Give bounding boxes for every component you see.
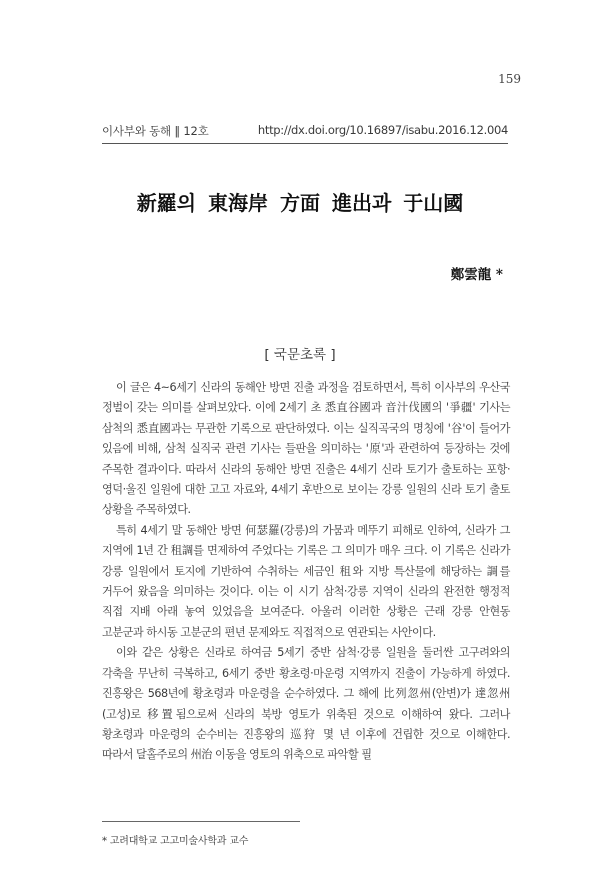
abstract-paragraph-3: 이와 같은 상황은 신라로 하여금 5세기 중반 삼척·강릉 일원을 둘러싼 고구려와의 각축을 무난히 극복하고, 6세기 중반 황초령·마운령 지역까지 진출이 가능하게 하였다. 진흥왕은 568년에 황초령과 마운령을 순수하였다. 그 해에 比列忽州(안변)가 達忽州(고성)로 移置됨으로써 신라의 북방 영토가 위축된 것으로 이해하여 왔다. 그러나 황초령과 마운령의 순수비는 진흥왕의 巡狩 몇 년 이후에 건립한 것으로 이해한다. 따라서 달홀주로의 州治 이동을 영토의 위축으로 파악할 필 bbox=[102, 646, 510, 762]
abstract-paragraph-1: 이 글은 4~6세기 신라의 동해안 방면 진출 과정을 검토하면서, 특히 이사부의 우산국 정벌이 갖는 의미를 살펴보았다. 이에 2세기 초 悉直谷國과 音汁伐國의 '爭疆' 기사는 삼척의 悉直國과는 무관한 기록으로 판단하였다. 이는 실직곡국의 명칭에 '谷'이 들어가 있음에 비해, 삼척 실직국 관련 기사는 들판을 의미하는 '原'과 관련하여 등장하는 것에 주목한 결과이다. 따라서 신라의 동해안 방면 진출은 4세기 신라 토기가 출토하는 포항·영덕·울진 일원에 대한 고고 자료와, 4세기 후반으로 보이는 강릉 일원의 신라 토기 출토 상황을 주목하였다. bbox=[102, 381, 510, 517]
page-number: 159 bbox=[498, 72, 521, 86]
author-name: 鄭雲龍 * bbox=[450, 267, 503, 283]
doi-link[interactable]: http://dx.doi.org/10.16897/isabu.2016.12.004 bbox=[257, 123, 508, 137]
article-title: 新羅의 東海岸 方面 進出과 于山國 bbox=[136, 191, 464, 215]
abstract-heading: [ 국문초록 ] bbox=[264, 347, 336, 363]
author-affiliation-footnote: * 고려대학교 고고미술사학과 교수 bbox=[102, 836, 249, 847]
running-header bbox=[102, 123, 508, 144]
abstract-body bbox=[102, 378, 510, 766]
journal-issue: 이사부와 동해 ‖ 12호 bbox=[102, 124, 209, 138]
abstract-paragraph-2: 특히 4세기 말 동해안 방면 何瑟羅(강릉)의 가뭄과 메뚜기 피해로 인하여, 신라가 그 지역에 1년 간 租調를 면제하여 주었다는 기록은 그 의미가 매우 크다. 이 기록은 신라가 강릉 일원에서 토지에 기반하여 수취하는 세금인 租와 지방 특산물에 해당하는 調를 거두어 왔음을 의미하는 것이다. 이는 이 시기 삼척·강릉 지역이 신라의 완전한 행정적 직접 지배 아래 놓여 있었음을 보여준다. 아울러 이러한 상황은 근래 강릉 안현동 고분군과 하시동 고분군의 편년 문제와도 직접적으로 연관되는 사안이다. bbox=[102, 523, 510, 639]
footnote-divider bbox=[102, 821, 300, 822]
